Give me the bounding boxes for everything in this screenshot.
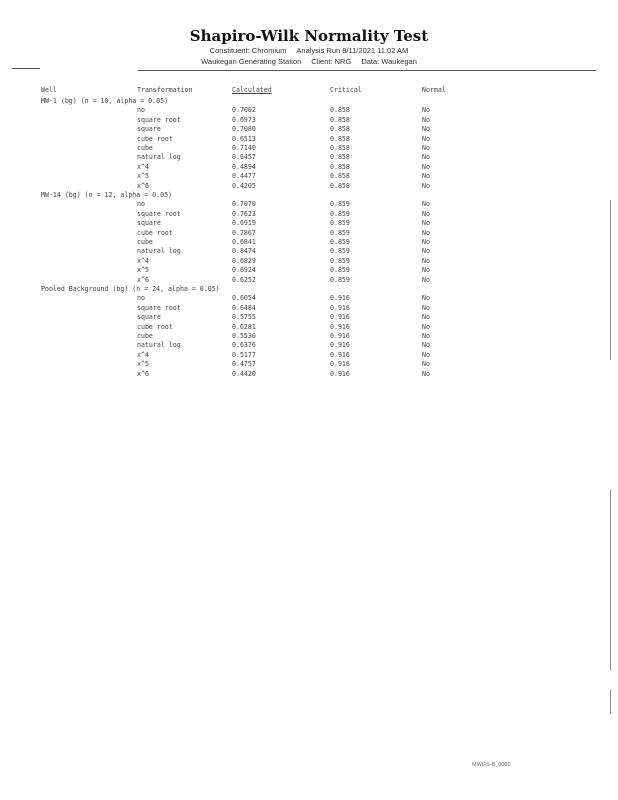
calculated-cell: 0.7002 bbox=[232, 106, 256, 115]
calculated-cell: 0.5177 bbox=[232, 350, 256, 359]
calculated-cell: 0.6924 bbox=[232, 266, 256, 275]
calculated-cell: 0.5530 bbox=[232, 332, 256, 340]
calculated-cell: 0.4477 bbox=[232, 172, 256, 181]
normal-cell: No bbox=[422, 219, 430, 228]
normal-cell: No bbox=[422, 144, 430, 152]
col-header-well: Well bbox=[41, 86, 57, 94]
critical-cell: 0.916 bbox=[330, 313, 350, 322]
analysis-run-text: Analysis Run 8/11/2021 11:02 AM bbox=[296, 46, 409, 55]
document-id: MWGS-B_0060 bbox=[472, 762, 511, 768]
report-subtitle-line2 bbox=[0, 57, 618, 66]
transformation-cell: x^4 bbox=[137, 350, 149, 359]
transformation-cell: cube root bbox=[137, 228, 173, 237]
header-rule-left bbox=[12, 68, 40, 69]
critical-cell: 0.859 bbox=[330, 275, 350, 284]
transformation-cell: natural log bbox=[137, 341, 181, 350]
critical-cell: 0.858 bbox=[330, 172, 350, 181]
normal-cell: No bbox=[422, 172, 430, 181]
calculated-cell: 0.6054 bbox=[232, 294, 256, 303]
critical-cell: 0.858 bbox=[330, 115, 350, 124]
normal-cell: No bbox=[422, 322, 430, 331]
facility-text: Waukegan Generating Station bbox=[201, 57, 302, 66]
calculated-cell: 0.6919 bbox=[232, 219, 256, 228]
col-header-normal: Normal bbox=[422, 86, 446, 94]
calculated-cell: 0.7080 bbox=[232, 125, 256, 134]
col-header-calculated: Calculated bbox=[232, 86, 272, 94]
calculated-cell: 0.4205 bbox=[232, 181, 256, 190]
scan-edge-mark bbox=[610, 200, 611, 360]
transformation-cell: square bbox=[137, 313, 161, 322]
critical-cell: 0.916 bbox=[330, 360, 350, 369]
transformation-cell: no bbox=[137, 106, 145, 115]
normal-cell: No bbox=[422, 369, 430, 378]
calculated-cell: 0.7070 bbox=[232, 200, 256, 209]
critical-cell: 0.858 bbox=[330, 134, 350, 143]
calculated-cell: 0.4757 bbox=[232, 360, 256, 369]
normal-cell: No bbox=[422, 238, 430, 246]
critical-cell: 0.916 bbox=[330, 341, 350, 350]
transformation-cell: square root bbox=[137, 115, 181, 124]
critical-cell: 0.859 bbox=[330, 256, 350, 265]
critical-cell: 0.916 bbox=[330, 332, 350, 340]
transformation-cell: x^6 bbox=[137, 181, 149, 190]
constituent-text: Constituent: Chromium bbox=[209, 46, 287, 55]
normal-cell: No bbox=[422, 360, 430, 369]
scan-edge-mark bbox=[610, 690, 611, 714]
calculated-cell: 0.6376 bbox=[232, 341, 256, 350]
col-header-critical: Critical bbox=[330, 86, 362, 94]
critical-cell: 0.859 bbox=[330, 228, 350, 237]
normal-cell: No bbox=[422, 341, 430, 350]
group-label: MW-14 (bg) (n = 12, alpha = 0.05) bbox=[41, 191, 173, 199]
critical-cell: 0.859 bbox=[330, 238, 350, 246]
normal-cell: No bbox=[422, 350, 430, 359]
normal-cell: No bbox=[422, 256, 430, 265]
critical-cell: 0.859 bbox=[330, 266, 350, 275]
transformation-cell: x^6 bbox=[137, 369, 149, 378]
transformation-cell: cube bbox=[137, 144, 153, 152]
critical-cell: 0.916 bbox=[330, 350, 350, 359]
calculated-cell: 0.8474 bbox=[232, 247, 256, 256]
normal-cell: No bbox=[422, 266, 430, 275]
normal-cell: No bbox=[422, 303, 430, 312]
transformation-cell: no bbox=[137, 200, 145, 209]
transformation-cell: cube root bbox=[137, 134, 173, 143]
critical-cell: 0.859 bbox=[330, 219, 350, 228]
transformation-cell: natural log bbox=[137, 247, 181, 256]
normal-cell: No bbox=[422, 106, 430, 115]
transformation-cell: x^5 bbox=[137, 360, 149, 369]
normal-cell: No bbox=[422, 162, 430, 171]
report-subtitle-line1 bbox=[0, 46, 618, 55]
transformation-cell: cube bbox=[137, 238, 153, 246]
critical-cell: 0.916 bbox=[330, 294, 350, 303]
group-label: Pooled Background (bg) (n = 24, alpha = 0.05) bbox=[41, 285, 220, 293]
critical-cell: 0.858 bbox=[330, 125, 350, 134]
transformation-cell: x^5 bbox=[137, 266, 149, 275]
critical-cell: 0.858 bbox=[330, 162, 350, 171]
transformation-cell: cube bbox=[137, 332, 153, 340]
calculated-cell: 0.6841 bbox=[232, 238, 256, 246]
header-rule-right bbox=[138, 70, 596, 71]
normal-cell: No bbox=[422, 153, 430, 162]
critical-cell: 0.858 bbox=[330, 144, 350, 152]
normal-cell: No bbox=[422, 247, 430, 256]
group-label: MW-1 (bg) (n = 10, alpha = 0.05) bbox=[41, 97, 169, 105]
calculated-cell: 0.6484 bbox=[232, 303, 256, 312]
calculated-cell: 0.7623 bbox=[232, 209, 256, 218]
critical-cell: 0.916 bbox=[330, 322, 350, 331]
normal-cell: No bbox=[422, 115, 430, 124]
transformation-cell: no bbox=[137, 294, 145, 303]
transformation-cell: square bbox=[137, 219, 161, 228]
transformation-cell: cube root bbox=[137, 322, 173, 331]
normal-cell: No bbox=[422, 181, 430, 190]
calculated-cell: 0.7140 bbox=[232, 144, 256, 152]
calculated-cell: 0.4420 bbox=[232, 369, 256, 378]
calculated-cell: 0.4894 bbox=[232, 162, 256, 171]
critical-cell: 0.859 bbox=[330, 247, 350, 256]
normal-cell: No bbox=[422, 294, 430, 303]
transformation-cell: square bbox=[137, 125, 161, 134]
transformation-cell: x^5 bbox=[137, 172, 149, 181]
calculated-cell: 0.6973 bbox=[232, 115, 256, 124]
calculated-cell: 0.6252 bbox=[232, 275, 256, 284]
report-title: Shapiro-Wilk Normality Test bbox=[189, 27, 429, 45]
scan-edge-mark bbox=[610, 490, 611, 670]
transformation-cell: x^4 bbox=[137, 162, 149, 171]
normal-cell: No bbox=[422, 275, 430, 284]
calculated-cell: 0.6513 bbox=[232, 134, 256, 143]
normal-cell: No bbox=[422, 332, 430, 340]
critical-cell: 0.859 bbox=[330, 200, 350, 209]
calculated-cell: 0.7867 bbox=[232, 228, 256, 237]
critical-cell: 0.858 bbox=[330, 181, 350, 190]
critical-cell: 0.858 bbox=[330, 106, 350, 115]
data-text: Data: Waukegan bbox=[361, 57, 417, 66]
transformation-cell: x^6 bbox=[137, 275, 149, 284]
critical-cell: 0.859 bbox=[330, 209, 350, 218]
critical-cell: 0.916 bbox=[330, 369, 350, 378]
normal-cell: No bbox=[422, 125, 430, 134]
calculated-cell: 0.6829 bbox=[232, 256, 256, 265]
calculated-cell: 0.6281 bbox=[232, 322, 256, 331]
transformation-cell: square root bbox=[137, 303, 181, 312]
normal-cell: No bbox=[422, 228, 430, 237]
client-text: Client: NRG bbox=[311, 57, 352, 66]
calculated-cell: 0.6457 bbox=[232, 153, 256, 162]
normal-cell: No bbox=[422, 134, 430, 143]
critical-cell: 0.916 bbox=[330, 303, 350, 312]
transformation-cell: square root bbox=[137, 209, 181, 218]
normal-cell: No bbox=[422, 313, 430, 322]
normal-cell: No bbox=[422, 209, 430, 218]
col-header-transformation: Transformation bbox=[137, 86, 193, 94]
transformation-cell: natural log bbox=[137, 153, 181, 162]
calculated-cell: 0.5755 bbox=[232, 313, 256, 322]
transformation-cell: x^4 bbox=[137, 256, 149, 265]
normal-cell: No bbox=[422, 200, 430, 209]
critical-cell: 0.858 bbox=[330, 153, 350, 162]
